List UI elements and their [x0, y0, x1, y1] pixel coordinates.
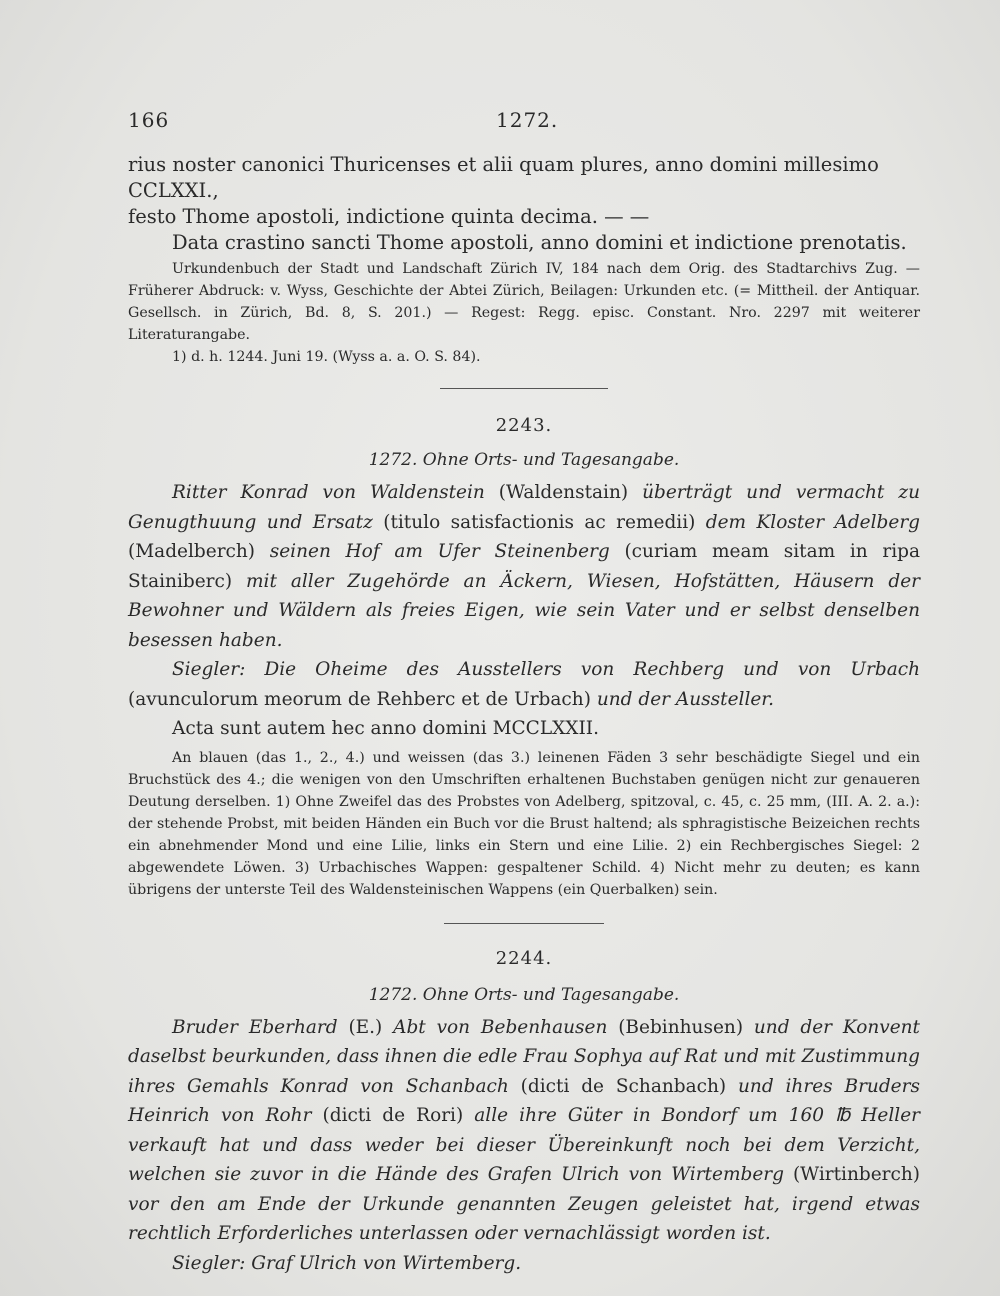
entry-2243-dateline: 1272. Ohne Orts- und Tagesangabe. [368, 450, 680, 470]
italic-run: Ritter Konrad von Waldenstein [172, 482, 499, 503]
italic-run: dem Kloster Adelberg [705, 511, 921, 533]
entry-2243-regest [128, 478, 920, 655]
latin-quote-run: (Wirtinberch) [792, 1164, 920, 1185]
latin-quote-run: (dicti de Schanbach) [520, 1075, 738, 1097]
entry-2243-siegler [128, 655, 920, 714]
separator-rule [444, 923, 604, 924]
italic-run: Abt von Bebenhausen [393, 1016, 619, 1038]
latin-quote-run: (Madelberch) [128, 541, 270, 562]
page-content [128, 152, 920, 1278]
italic-run: mit aller Zugehörde an Äckern, Wiesen, Hofstätten, Häusern der Bewohner und Wäldern als freies Eigen, wie sein Vater und er selbst denselben besessen haben. [128, 570, 920, 651]
italic-run: und der Konvent daselbst beurkunden, dass ihnen die edle Frau Sophya auf Rat und mit Zustimmung ihres Gemahls Konrad von Schanbach [128, 1016, 920, 1097]
prev-entry-footnote: 1) d. h. 1244. Juni 19. (Wyss a. a. O. S. 84). [172, 349, 481, 365]
italic-run: und der Aussteller. [596, 688, 774, 710]
latin-quote-run: (E.) [348, 1016, 394, 1038]
italic-run: Siegler: Die Oheime des Ausstellers von Rechberg und von Urbach [172, 659, 920, 680]
entry-number-2243: 2243. [495, 415, 553, 436]
prev-entry-source-note: Urkundenbuch der Stadt und Landschaft Zürich IV, 184 nach dem Orig. des Stadtarchivs Zug. — Früherer Abdruck: v. Wyss, Geschichte der Abtei Zürich, Beilagen: Urkunden etc. (= Mittheil. der Antiquar. Gesellsch. in Zürich, Bd. 8, S. 201.) — Regest: Regg. episc. Constant. Nro. 2297 mit weiterer Literaturangabe. [128, 261, 920, 343]
separator-rule [440, 388, 608, 389]
latin-quote-run: (Waldenstain) [498, 482, 643, 503]
prev-entry-line: festo Thome apostoli, indictione quinta decima. — — [128, 205, 650, 228]
italic-run: und ihres Bruders Heinrich von Rohr [128, 1075, 920, 1126]
entry-2243-acta: Acta sunt autem hec anno domini MCCLXXII. [172, 718, 599, 739]
prev-entry-dating: Data crastino sancti Thome apostoli, anno domini et indictione prenotatis. [172, 231, 907, 254]
latin-quote-run: (avunculorum meorum de Rehberc et de Urbach) [128, 688, 597, 710]
running-head-year: 1272. [496, 108, 559, 132]
entry-2244-siegler: Siegler: Graf Ulrich von Wirtemberg. [172, 1252, 522, 1274]
italic-run: vor den am Ende der Urkunde genannten Zeugen geleistet hat, irgend etwas rechtlich Erforderliches unterlassen oder vernachlässigt worden ist. [128, 1193, 920, 1244]
italic-run: Bruder Eberhard [172, 1016, 349, 1038]
page-number: 166 [128, 108, 170, 132]
italic-run: seinen Hof am Ufer Steinenberg [269, 541, 625, 562]
latin-quote-run: (titulo satisfactionis ac remedii) [383, 511, 706, 533]
italic-run: alle ihre Güter in Bondorf um 160 ℔ Heller verkauft hat und dass weder bei dieser Übereinkunft noch bei dem Verzicht, welchen sie zuvor in die Hände des Grafen Ulrich von Wirtemberg [128, 1105, 921, 1185]
prev-entry-line: rius noster canonici Thuricenses et alii quam plures, anno domini millesimo CCLXXI., [128, 153, 879, 202]
entry-number-2244: 2244. [495, 947, 553, 969]
entry-2244-dateline: 1272. Ohne Orts- und Tagesangabe. [368, 984, 680, 1005]
latin-quote-run: (curiam meam sitam in ripa Stainiberc) [128, 541, 920, 592]
italic-run: überträgt und vermacht zu Genugthuung und Ersatz [128, 482, 920, 533]
entry-2244-regest [128, 1013, 920, 1249]
entry-2243-seal-note: An blauen (das 1., 2., 4.) und weissen (das 3.) leinenen Fäden 3 sehr beschädigte Siegel und ein Bruchstück des 4.; die wenigen von den Umschriften erhaltenen Buchstaben genügen nicht zur genaueren Deutung derselben. 1) Ohne Zweifel das des Probstes von Adelberg, spitzoval, c. 45, c. 25 mm, (III. A. 2. a.): der stehende Probst, mit beiden Händen ein Buch vor die Brust haltend; als sphragistische Beizeichen rechts ein abnehmender Mond und eine Lilie, links ein Stern und eine Lilie. 2) ein Rechbergisches Siegel: 2 abgewendete Löwen. 3) Urbachisches Wappen: gespaltener Schild. 4) Nicht mehr zu deuten; es kann übrigens der unterste Teil des Waldensteinischen Wappens (ein Querbalken) sein. [128, 749, 920, 898]
latin-quote-run: (dicti de Rori) [322, 1105, 475, 1126]
page-header [128, 108, 928, 138]
latin-quote-run: (Bebinhusen) [618, 1016, 754, 1038]
